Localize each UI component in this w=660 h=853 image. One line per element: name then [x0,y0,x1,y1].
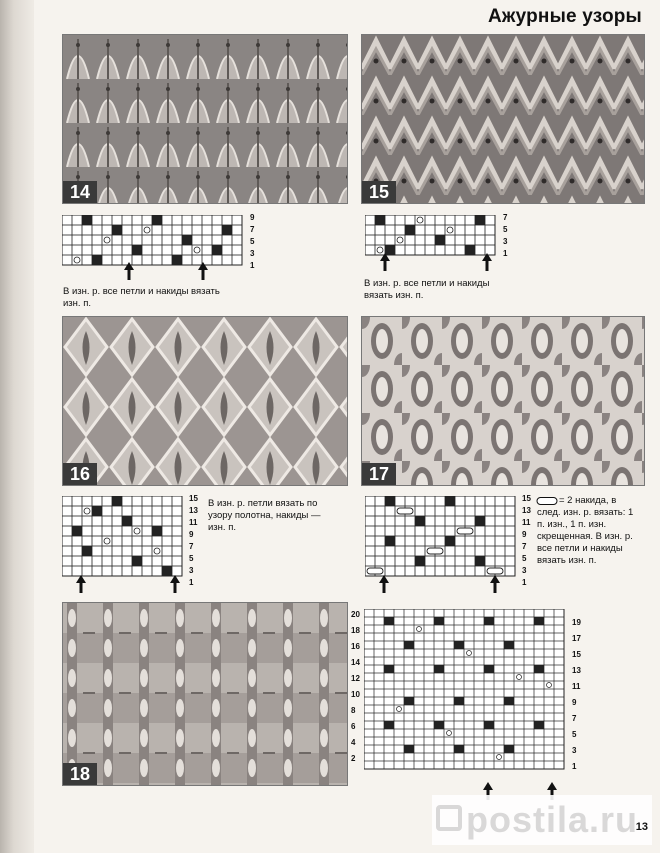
watermark [432,795,652,845]
row-number: 7 [250,225,255,234]
row-number: 13 [189,506,198,515]
arrow-up-icon [379,575,389,593]
row-number: 9 [189,530,194,539]
row-number: 12 [351,674,360,683]
row-number: 11 [189,518,198,527]
note-16: В изн. р. петли вязать по узору полотна, накиды — изн. п. [208,498,321,533]
row-numbers-18-left [351,611,360,771]
arrow-up-icon [198,262,208,280]
row-number: 5 [572,730,577,739]
row-number: 11 [522,518,531,527]
knit-texture-18 [63,603,347,785]
chart-grid-16 [62,496,184,578]
row-number: 17 [572,634,581,643]
row-number: 9 [250,213,255,222]
row-number: 6 [351,722,356,731]
chart-grid-15 [365,215,497,257]
arrow-up-icon [76,575,86,593]
row-numbers-18-right [572,619,581,779]
knit-texture-14 [63,35,347,203]
pattern-number-18: 18 [63,763,97,785]
row-number: 5 [250,237,255,246]
row-number: 7 [503,213,508,222]
postila-logo-icon [436,805,462,831]
row-number: 3 [522,566,527,575]
row-number: 7 [522,542,527,551]
arrow-up-icon [124,262,134,280]
chart-grid-18 [364,609,566,771]
page-number: 13 [635,821,648,833]
row-number: 14 [351,658,360,667]
row-number: 13 [572,666,581,675]
chart-grid-14 [62,215,244,267]
row-number: 3 [189,566,194,575]
pattern-number-17: 17 [362,463,396,485]
row-number: 3 [572,746,577,755]
knit-photo-16 [62,316,348,486]
row-number: 20 [351,610,360,619]
page-title: Ажурные узоры [488,6,642,27]
knit-texture-17 [362,317,644,485]
row-number: 2 [351,754,356,763]
row-number: 7 [189,542,194,551]
row-number: 3 [503,237,508,246]
row-numbers-14 [250,214,254,274]
row-number: 4 [351,738,356,747]
row-number: 1 [522,578,527,587]
row-number: 16 [351,642,360,651]
row-number: 1 [503,249,508,258]
row-number: 9 [522,530,527,539]
knit-photo-14 [62,34,348,204]
row-number: 19 [572,618,581,627]
row-number: 1 [189,578,194,587]
row-number: 1 [572,762,577,771]
row-number: 1 [250,261,255,270]
row-numbers-16 [189,495,198,591]
row-numbers-15 [503,214,507,262]
note-17: = 2 накида, в след. изн. р. вязать: 1 п. изн., 1 п. изн. скрещенная. В изн. р. все петли и накиды вязать изн. п. [537,495,634,566]
row-number: 5 [522,554,527,563]
arrow-up-icon [380,253,390,271]
row-number: 11 [572,682,581,691]
arrow-up-icon [482,253,492,271]
row-number: 7 [572,714,577,723]
row-numbers-17 [522,495,531,591]
note-14: В изн. р. все петли и накиды вязать изн. п. [63,286,220,309]
row-number: 15 [572,650,581,659]
knit-texture-16 [63,317,347,485]
row-number: 13 [522,506,531,515]
pattern-number-15: 15 [362,181,396,203]
row-number: 8 [351,706,356,715]
watermark-text: postila.ru [466,799,639,840]
arrow-up-icon [490,575,500,593]
row-number: 15 [189,494,198,503]
page-spine-shadow [0,0,34,853]
knit-photo-18 [62,602,348,786]
note-15: В изн. р. все петли и накиды вязать изн. п. [364,278,490,301]
pattern-number-16: 16 [63,463,97,485]
knit-photo-17 [361,316,645,486]
row-number: 9 [572,698,577,707]
row-number: 15 [522,494,531,503]
row-number: 18 [351,626,360,635]
pattern-number-14: 14 [63,181,97,203]
row-number: 10 [351,690,360,699]
row-number: 5 [503,225,508,234]
row-number: 5 [189,554,194,563]
arrow-up-icon [170,575,180,593]
row-number: 3 [250,249,255,258]
knit-photo-15 [361,34,645,204]
knit-texture-15 [362,35,644,203]
chart-grid-17 [365,496,517,578]
